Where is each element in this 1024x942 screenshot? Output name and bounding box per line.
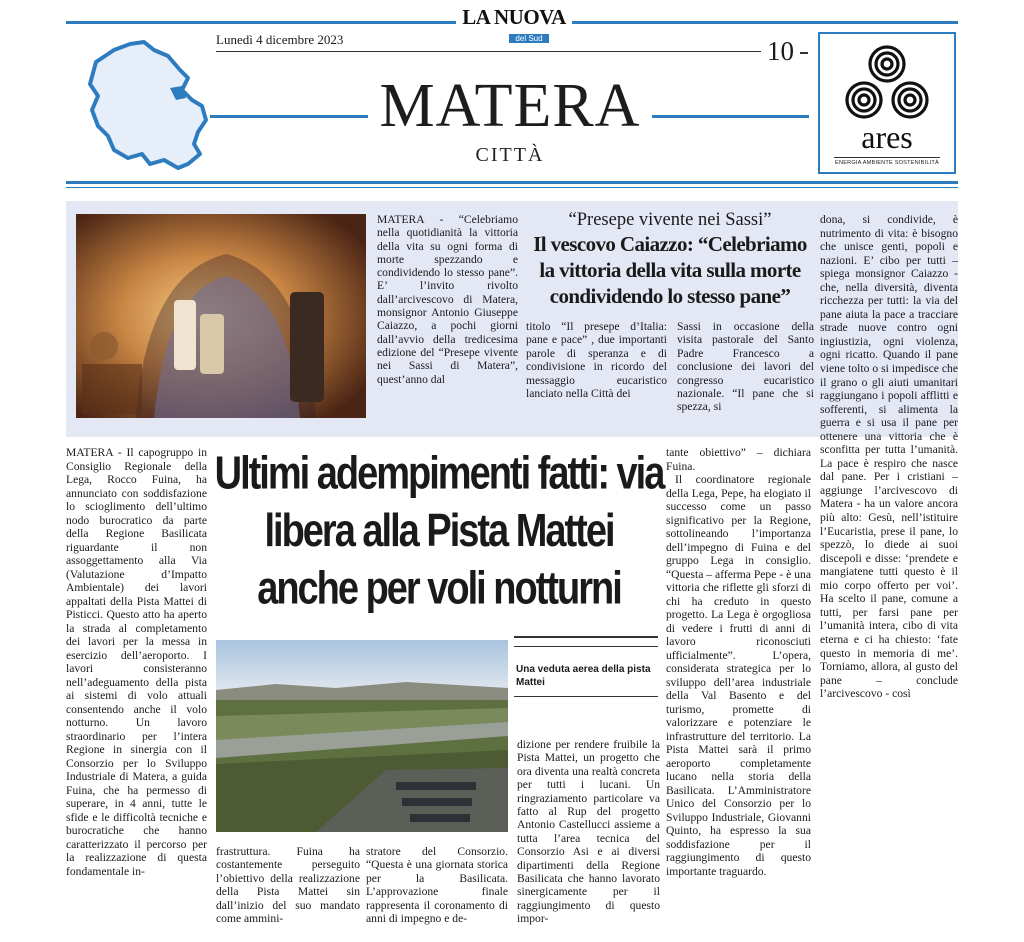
sponsor-tagline: ENERGIA AMBIENTE SOSTENIBILITÀ <box>834 157 940 166</box>
top-article-col2: titolo “Il presepe d’Italia: pane e pace” , due importanti parole di speranza e di condivisione in ricordo del messaggio eucaristico lanciato nella Città dei <box>526 320 667 401</box>
caption-rule-top <box>514 636 658 638</box>
title-accent-line-left <box>210 115 368 118</box>
main-article-col5 <box>666 446 811 878</box>
main-article-headline: Ultimi adempimenti fatti: via libera alla Pista Mattei anche per voli notturni <box>214 448 664 615</box>
main-article-col5-lead: tante obiettivo” – dichiara Fuina. <box>666 446 811 473</box>
airport-aerial-photo <box>216 640 508 832</box>
photo-caption: Una veduta aerea della pista Mattei <box>516 664 651 688</box>
date-rule <box>216 51 761 52</box>
caption-rule-bottom <box>514 696 658 697</box>
page-number: 10 <box>767 36 794 66</box>
nativity-photo <box>76 214 366 418</box>
title-accent-line-right <box>652 115 809 118</box>
newspaper-logo-sub: del Sud <box>509 34 548 43</box>
triskelion-icon <box>839 42 935 122</box>
newspaper-logo-main: LA NUOVA <box>462 5 566 29</box>
main-article-col1: MATERA - Il capogruppo in Consiglio Regionale della Lega, Rocco Fuina, ha annunciato con soddisfazione lo scioglimento dell’ultimo nodo burocratico da parte della Regione Basilicata riguardante il non assoggettamento alla Via (Valutazione d’Impatto Ambientale) dei lavori appaltati della Pista Mattei di Pisticci. Questo atto ha aperto la strada al completamento dei lavori per la messa in esercizio dell’aeroporto. I lavori consisteranno nell’adeguamento della pista ai sistemi di volo attuali consentendo anche il volo notturno. Un lavoro straordinario per l’intera Regione in sinergia con il Consorzio per lo Sviluppo Industriale di Matera, a guida Fuina, che ha permesso di superare, in 4 anni, tutte le sfide e le difficoltà tecniche e burocratiche che hanno caratterizzato il percorso per la realizzazione di questa fondamentale in- <box>66 446 207 878</box>
masthead-bottom-rule-2 <box>66 187 958 188</box>
top-article-kicker: “Presepe vivente nei Sassi” <box>568 210 772 230</box>
main-article-col3: stratore del Consorzio. “Questa è una giornata storica per la Basilicata. L’approvazione finale rappresenta il coronamento di anni di impegno e de- <box>366 845 508 926</box>
top-accent-bar-left <box>66 21 456 24</box>
basilicata-map-icon <box>84 40 212 172</box>
caption-rule-mid <box>514 646 658 647</box>
page-number-dash <box>800 52 808 54</box>
sponsor-name: ares <box>861 119 913 155</box>
top-article-col4: dona, si condivide, è nutrimento di vita: è bisogno che unisce genti, popoli e nazioni. E’ cibo per tutti – spiega monsignor Caiazzo -che, nella diversità, diventa ricchezza per tutti: la via del pane aiuta la pace a tracciare strade nuove contro ogni ingiustizia, ogni violenza, ogni ricatto. Quando il pane viene tolto o si impedisce che il grano o gli aiuti umanitari raggiungano i popoli afflitti e sofferenti, si alimenta la guerra e si usa il pane per ottenere una vittoria che è sconfitta per tutta l’umanità. La pace è respiro che nasce dal pane. Per i cristiani – aggiunge l’arcivescovo di Matera - ha un valore ancora più alto: Gesù, nell’istituire l’Eucaristia, prese il pane, lo spezzò, lo diede ai suoi discepoli e disse: ‘prendete e mangiatene tutti questo è il mio corpo offerto per voi’. Ha scelto il pane, comune a tutti, per farsi pane per l’umanità intera, cibo di vita eterna e ci ha chiesto: ‘fate questo in memoria di me’. Torniamo, allora, al gusto del pane – conclude l’arcivescovo - così <box>820 213 958 701</box>
sponsor-ad[interactable] <box>818 32 956 174</box>
top-article-headline: Il vescovo Caiazzo: “Celebriamo la vittoria della vita sulla morte condividendo lo stesso pane” <box>533 232 807 308</box>
main-article-col5-body: Il coordinatore regionale della Lega, Pepe, ha elogiato il successo come un passo significativo per la Regione, sottolineando l’importanza dell’impegno di Fuina e del gruppo Lega in consiglio. “Questa – afferma Pepe - è una vittoria che riflette gli sforzi di chi ha creduto in questo progetto. La Lega è orgogliosa di vedere i frutti di anni di lavoro riconosciuti ufficialmente”. L’opera, considerata strategica per lo sviluppo dell’area industriale della Val Basento e del turismo, promette di valorizzare e potenziare le infrastrutture del territorio. La Pista Mattei sarà il primo aeroporto completamente lucano nella storia della Basilicata. L’Amministratore Unico del Consorzio per lo Sviluppo Industriale, Giovanni Quinto, ha espresso la sua soddisfazione per il raggiungimento di questo importante traguardo. <box>666 473 811 878</box>
top-article-col1: MATERA - “Celebriamo nella quotidianità la vittoria della vita su ogni forma di morte spezzando e condividendo lo stesso pane”. E’ l’invito rivolto dall’arcivescovo di Matera, monsignor Antonio Giuseppe Caiazzo, a pochi giorni dall’avvio della tredicesima edizione del “Presepe vivente nei Sassi di Matera”, quest’anno dal <box>377 213 518 386</box>
main-article-col4: dizione per rendere fruibile la Pista Mattei, un progetto che ora diventa una realtà concreta per tutti i lucani. Un ringraziamento particolare va fatto al Rup del progetto Antonio Castellucci assieme a tutta l’area tecnica del Consorzio Asi e ai diversi dipartimenti della Regione Basilicata che hanno lavorato sinergicamente per il raggiungimento di questo impor- <box>517 738 660 926</box>
section-subtitle: CITTÀ <box>475 144 545 166</box>
top-article-col3: Sassi in occasione della visita pastorale del Santo Padre Francesco a conclusione dei lavori del congresso eucaristico nazionale. “Il pane che si spezza, si <box>677 320 814 414</box>
issue-date: Lunedì 4 dicembre 2023 <box>216 32 344 47</box>
section-title: MATERA <box>379 72 641 140</box>
newspaper-logo <box>458 5 570 43</box>
masthead-bottom-rule-1 <box>66 181 958 184</box>
main-article-col2: frastruttura. Fuina ha costantemente perseguito l’obiettivo della realizzazione della Pista Mattei sin dall’inizio del suo mandato come ammini- <box>216 845 360 926</box>
top-accent-bar-right <box>572 21 958 24</box>
